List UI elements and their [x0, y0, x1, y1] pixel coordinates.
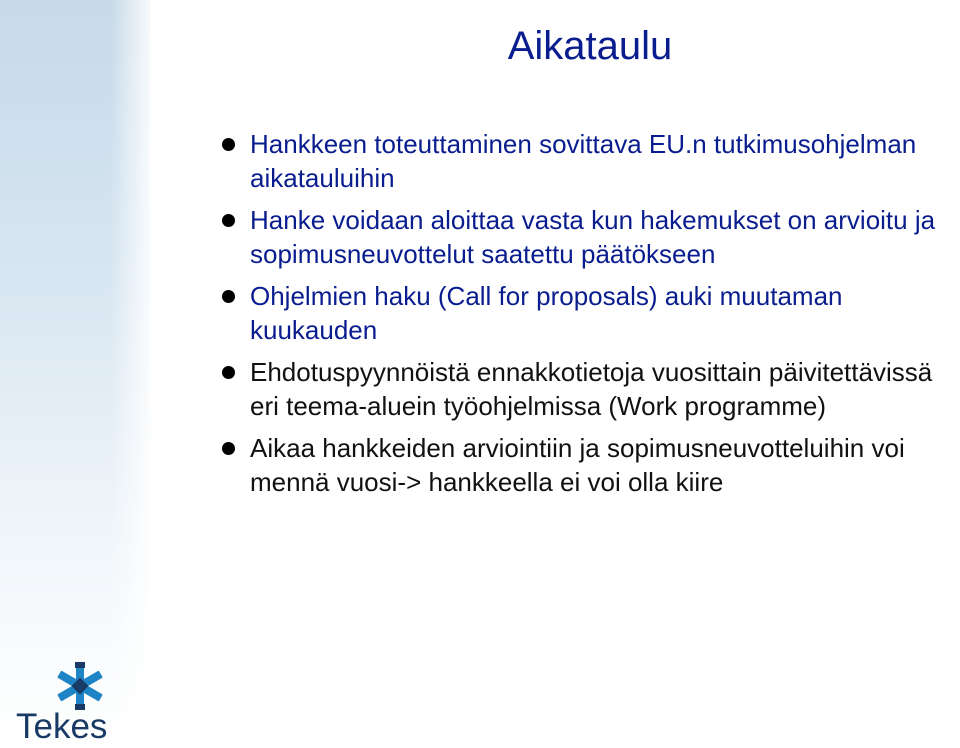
bullet-text: Hanke voidaan aloittaa vasta kun hakemukset on arvioitu ja sopimusneuvottelut saatettu päätökseen [250, 205, 936, 269]
bullet-text: Hankkeen toteuttaminen sovittava EU.n tutkimusohjelman aikatauluihin [250, 129, 917, 193]
bullet-item [222, 279, 958, 347]
bullet-dot-icon [222, 214, 235, 227]
bullet-item [222, 355, 958, 423]
bullet-dot-icon [222, 290, 235, 303]
bullet-item [222, 431, 958, 499]
bullet-dot-icon [222, 442, 235, 455]
tekes-snowflake-icon [54, 660, 106, 712]
tekes-logo [16, 660, 141, 748]
bullet-text: Ohjelmien haku (Call for proposals) auki muutaman kuukauden [250, 281, 843, 345]
bullet-text: Aikaa hankkeiden arviointiin ja sopimusneuvotteluihin voi mennä vuosi-> hankkeella ei voi olla kiire [250, 433, 905, 497]
bullet-dot-icon [222, 138, 235, 151]
bullet-list [222, 127, 958, 507]
bullet-text: Ehdotuspyynnöistä ennakkotietoja vuosittain päivitettävissä eri teema-aluein työohjelmissa (Work programme) [250, 357, 933, 421]
slide-title: Aikataulu [507, 24, 673, 68]
bullet-item [222, 127, 958, 195]
bullet-item [222, 203, 958, 271]
tekes-wordmark: Tekes [16, 707, 108, 746]
side-gradient-band [0, 0, 150, 748]
bullet-dot-icon [222, 366, 235, 379]
